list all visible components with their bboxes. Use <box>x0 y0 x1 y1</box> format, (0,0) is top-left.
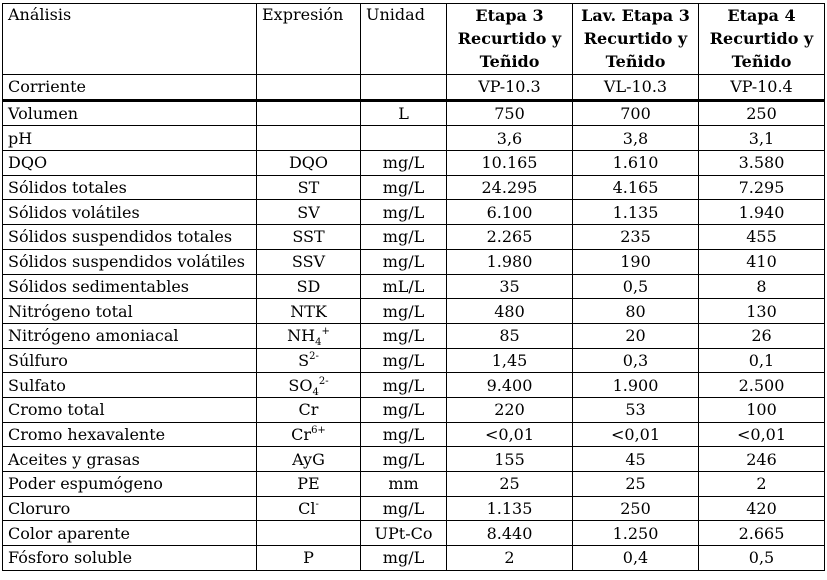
row-value-stage-4: 3.580 <box>699 151 825 176</box>
header-row <box>3 4 825 75</box>
expression-base: AyG <box>292 449 325 469</box>
row-value-wash-stage-3: 1.900 <box>573 373 699 398</box>
row-expression <box>257 323 361 348</box>
row-analysis: Sulfato <box>3 373 257 398</box>
row-value-stage-4: 250 <box>699 100 825 126</box>
row-value-stage-3: 480 <box>447 299 573 324</box>
expression-base: DQO <box>288 153 329 173</box>
row-expression <box>257 348 361 373</box>
row-value-stage-4: 2.665 <box>699 521 825 546</box>
header-stage-3-line-3: Teñido <box>479 52 540 71</box>
header-wash-stage-3-line-1: Lav. Etapa 3 <box>581 6 690 25</box>
row-unit: mg/L <box>361 546 447 571</box>
row-value-wash-stage-3: 0,4 <box>573 546 699 571</box>
row-unit: mg/L <box>361 200 447 225</box>
row-expression <box>257 373 361 398</box>
expression-base: P <box>303 548 314 568</box>
expression-base: ST <box>297 178 320 198</box>
stream-value-stage-3: VP-10.3 <box>447 75 573 101</box>
header-analysis: Análisis <box>3 4 257 75</box>
table-row <box>3 546 825 571</box>
row-analysis: Cromo hexavalente <box>3 422 257 447</box>
row-unit: mg/L <box>361 397 447 422</box>
row-value-stage-4: <0,01 <box>699 422 825 447</box>
row-analysis: Fósforo soluble <box>3 546 257 571</box>
row-analysis: Cloruro <box>3 496 257 521</box>
row-value-stage-3: 6.100 <box>447 200 573 225</box>
row-value-stage-3: 1.135 <box>447 496 573 521</box>
row-expression <box>257 200 361 225</box>
row-unit: mg/L <box>361 249 447 274</box>
expression-base: SV <box>297 202 320 222</box>
row-value-wash-stage-3: 250 <box>573 496 699 521</box>
row-unit: mg/L <box>361 348 447 373</box>
row-analysis: Sólidos totales <box>3 175 257 200</box>
header-wash-stage-3-line-3: Teñido <box>605 52 666 71</box>
row-expression <box>257 100 361 126</box>
table-row <box>3 323 825 348</box>
expression-base: Cr <box>291 424 312 444</box>
row-value-wash-stage-3: 190 <box>573 249 699 274</box>
row-unit: mg/L <box>361 373 447 398</box>
row-analysis: Aceites y grasas <box>3 447 257 472</box>
table-header <box>3 4 825 75</box>
row-unit: mg/L <box>361 225 447 250</box>
row-value-stage-3: 8.440 <box>447 521 573 546</box>
row-value-stage-4: 0,1 <box>699 348 825 373</box>
expression-superscript: - <box>315 499 319 511</box>
header-unit: Unidad <box>361 4 447 75</box>
stream-row <box>3 75 825 101</box>
table-row <box>3 175 825 200</box>
expression-base: PE <box>297 474 320 494</box>
row-value-stage-4: 455 <box>699 225 825 250</box>
expression-base: Cr <box>298 400 319 420</box>
expression-base: NH <box>287 326 316 346</box>
header-stage-3 <box>447 4 573 75</box>
row-value-stage-4: 26 <box>699 323 825 348</box>
row-expression <box>257 225 361 250</box>
row-value-wash-stage-3: 0,3 <box>573 348 699 373</box>
table-row <box>3 225 825 250</box>
table-row <box>3 397 825 422</box>
row-value-stage-4: 1.940 <box>699 200 825 225</box>
row-analysis: Color aparente <box>3 521 257 546</box>
row-value-wash-stage-3: 1.610 <box>573 151 699 176</box>
table-row <box>3 151 825 176</box>
row-unit: mg/L <box>361 422 447 447</box>
row-value-stage-3: 1.980 <box>447 249 573 274</box>
row-value-stage-3: 2 <box>447 546 573 571</box>
row-value-stage-3: 9.400 <box>447 373 573 398</box>
table-row <box>3 422 825 447</box>
row-value-wash-stage-3: 235 <box>573 225 699 250</box>
row-unit: mg/L <box>361 151 447 176</box>
row-value-wash-stage-3: 700 <box>573 100 699 126</box>
header-stage-4-line-2: Recurtido y <box>709 29 814 48</box>
expression-base: SSV <box>291 252 326 272</box>
row-expression <box>257 496 361 521</box>
row-value-wash-stage-3: 20 <box>573 323 699 348</box>
row-analysis: pH <box>3 126 257 151</box>
row-expression <box>257 397 361 422</box>
row-value-stage-4: 2.500 <box>699 373 825 398</box>
table-body <box>3 75 825 571</box>
expression-superscript: 6+ <box>311 424 326 436</box>
analysis-table <box>2 3 825 571</box>
row-expression <box>257 447 361 472</box>
row-analysis: Cromo total <box>3 397 257 422</box>
row-value-wash-stage-3: <0,01 <box>573 422 699 447</box>
header-stage-4 <box>699 4 825 75</box>
row-value-stage-4: 0,5 <box>699 546 825 571</box>
header-wash-stage-3-line-2: Recurtido y <box>583 29 688 48</box>
row-analysis: DQO <box>3 151 257 176</box>
row-value-wash-stage-3: 45 <box>573 447 699 472</box>
expression-subscript: 4 <box>312 386 319 398</box>
expression-base: NTK <box>290 301 327 321</box>
row-value-wash-stage-3: 0,5 <box>573 274 699 299</box>
row-unit <box>361 126 447 151</box>
expression-superscript: 2- <box>318 375 329 387</box>
row-value-stage-3: 750 <box>447 100 573 126</box>
table-row <box>3 299 825 324</box>
row-value-stage-4: 410 <box>699 249 825 274</box>
header-stage-4-line-3: Teñido <box>731 52 792 71</box>
row-expression <box>257 249 361 274</box>
stream-value-stage-4: VP-10.4 <box>699 75 825 101</box>
row-value-wash-stage-3: 3,8 <box>573 126 699 151</box>
row-unit: mg/L <box>361 323 447 348</box>
row-unit: mm <box>361 472 447 497</box>
table-row <box>3 521 825 546</box>
row-value-stage-4: 8 <box>699 274 825 299</box>
header-expression: Expresión <box>257 4 361 75</box>
header-stage-3-line-1: Etapa 3 <box>475 6 544 25</box>
table-row <box>3 348 825 373</box>
expression-base: SST <box>292 227 325 247</box>
table-row <box>3 126 825 151</box>
row-value-stage-4: 2 <box>699 472 825 497</box>
row-value-wash-stage-3: 25 <box>573 472 699 497</box>
row-value-stage-3: 24.295 <box>447 175 573 200</box>
row-value-stage-3: 155 <box>447 447 573 472</box>
row-analysis: Nitrógeno total <box>3 299 257 324</box>
table-row <box>3 373 825 398</box>
stream-value-wash-stage-3: VL-10.3 <box>573 75 699 101</box>
row-value-wash-stage-3: 1.250 <box>573 521 699 546</box>
row-value-stage-3: 10.165 <box>447 151 573 176</box>
row-value-stage-3: 1,45 <box>447 348 573 373</box>
row-expression <box>257 151 361 176</box>
row-value-wash-stage-3: 80 <box>573 299 699 324</box>
table-row <box>3 100 825 126</box>
expression-subscript: 4 <box>315 337 322 349</box>
expression-superscript: 2- <box>309 350 319 362</box>
row-unit: mg/L <box>361 496 447 521</box>
row-analysis: Volumen <box>3 100 257 126</box>
row-analysis: Sólidos sedimentables <box>3 274 257 299</box>
row-expression <box>257 472 361 497</box>
row-expression <box>257 422 361 447</box>
stream-unit <box>361 75 447 101</box>
row-value-wash-stage-3: 4.165 <box>573 175 699 200</box>
row-value-stage-4: 130 <box>699 299 825 324</box>
row-analysis: Sólidos suspendidos totales <box>3 225 257 250</box>
row-analysis: Nitrógeno amoniacal <box>3 323 257 348</box>
row-value-stage-3: <0,01 <box>447 422 573 447</box>
row-unit: mg/L <box>361 447 447 472</box>
row-value-stage-3: 35 <box>447 274 573 299</box>
expression-base: Cl <box>298 499 316 519</box>
row-expression <box>257 126 361 151</box>
row-value-stage-4: 246 <box>699 447 825 472</box>
row-value-stage-4: 420 <box>699 496 825 521</box>
row-value-wash-stage-3: 53 <box>573 397 699 422</box>
row-unit: mg/L <box>361 175 447 200</box>
row-value-stage-4: 100 <box>699 397 825 422</box>
expression-superscript: + <box>321 326 330 338</box>
stream-expression <box>257 75 361 101</box>
expression-base: SO <box>288 375 313 395</box>
row-unit: mL/L <box>361 274 447 299</box>
row-unit: UPt-Co <box>361 521 447 546</box>
row-unit: mg/L <box>361 299 447 324</box>
row-value-stage-3: 2.265 <box>447 225 573 250</box>
row-analysis: Sólidos volátiles <box>3 200 257 225</box>
table-row <box>3 447 825 472</box>
row-value-stage-3: 3,6 <box>447 126 573 151</box>
expression-base: S <box>298 350 310 370</box>
row-value-stage-4: 3,1 <box>699 126 825 151</box>
header-wash-stage-3 <box>573 4 699 75</box>
row-expression <box>257 546 361 571</box>
row-expression <box>257 175 361 200</box>
table-row <box>3 496 825 521</box>
header-stage-4-line-1: Etapa 4 <box>727 6 796 25</box>
row-value-stage-4: 7.295 <box>699 175 825 200</box>
row-value-stage-3: 85 <box>447 323 573 348</box>
table-row <box>3 249 825 274</box>
row-value-wash-stage-3: 1.135 <box>573 200 699 225</box>
table-row <box>3 200 825 225</box>
stream-label: Corriente <box>3 75 257 101</box>
row-expression <box>257 521 361 546</box>
table-row <box>3 472 825 497</box>
row-expression <box>257 299 361 324</box>
row-value-stage-3: 220 <box>447 397 573 422</box>
row-expression <box>257 274 361 299</box>
row-analysis: Sólidos suspendidos volátiles <box>3 249 257 274</box>
row-value-stage-3: 25 <box>447 472 573 497</box>
row-analysis: Súlfuro <box>3 348 257 373</box>
table-row <box>3 274 825 299</box>
row-unit: L <box>361 100 447 126</box>
header-stage-3-line-2: Recurtido y <box>457 29 562 48</box>
row-analysis: Poder espumógeno <box>3 472 257 497</box>
expression-base: SD <box>296 276 321 296</box>
